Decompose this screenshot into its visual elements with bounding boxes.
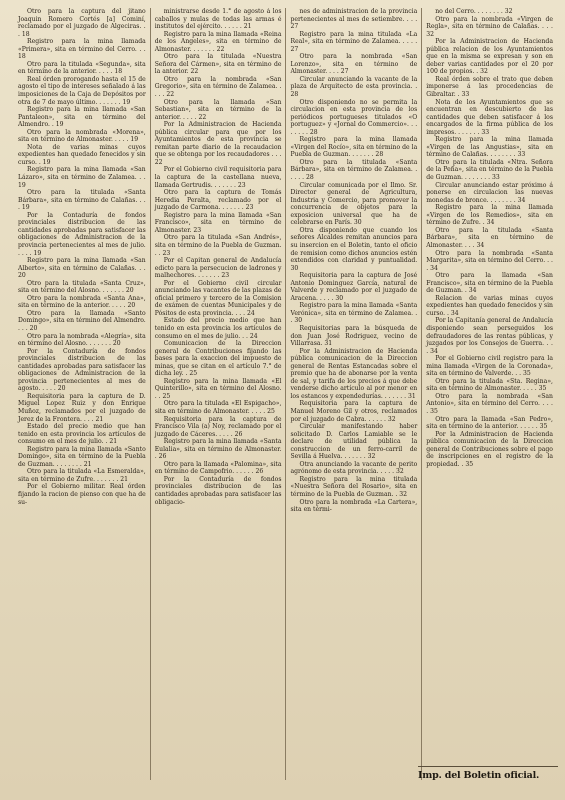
printer-imprint: Imp. del Boletin oficial.: [418, 770, 540, 781]
index-entry: Registro para la mina llamada «San Alberto», sita en término de Calañas. . . 20: [18, 257, 146, 280]
index-entry: Por la Administracion de Hacienda pública comunicacion de la Direccion general de Rentas Estancadas sobre el premio que ha de abonarse por la venta de sal, y tarifa de los precios á que debe venderse dicho artículo al por menor en los estancos y expendedurías. . . . . . . 31: [290, 347, 418, 400]
index-entry: Por el Capitan general de Andalucía edicto para la persecucion de ladrones y malhechores. . . . . . . 23: [154, 257, 282, 280]
index-entry: Otro para la nombrada «Virgen de Regla», sita en término de Calañas. . . . 32: [426, 15, 553, 38]
index-entry: no del Cerro. . . . . . . . 32: [435, 8, 513, 15]
index-entry: Requisitoria para la captura de José Antonio Dominguez García, natural de Valverde y reclamado por el juzgado de Aracena. . . . . 30: [290, 272, 418, 302]
index-entry: Requisitoria para la captura de Manuel Moreno Gil y otros, reclamados por el juzgado de Cabra. . . . . . 32: [290, 400, 418, 423]
index-entry: Por la Contaduría de fondos provinciales distribucion de las cantidades aprobadas para satisfacer las obligaciones de Administracion de la provincia pertenecientes al mes de agosto. . . . . 20: [18, 347, 146, 393]
index-entry: Registro para la mina llamada «Virgen del Rocío», sita en término de la Puebla de Guzman. . . . . . . 28: [290, 136, 418, 159]
index-entry: Nota de varias minas cuyos expedientes han quedado fenecidos y sin curso. . 19: [18, 143, 146, 166]
index-entry: Por la Administracion de Hacienda pública relacion de los Ayuntamientos que en la misma se expresan y son en deber varias cantidades por el 20 por 100 de propios. . 32: [426, 38, 553, 76]
index-entry: Circular manifestando haber solicitado D. Carlos Lamiable se le declare de utilidad pública la construccion de un ferro-carril de Sevilla á Huelva. . . . . . . 32: [290, 423, 418, 461]
index-entry: Registro para la mina llamada «Santa Verónica», sita en término de Zalamea. . . 30: [290, 302, 418, 325]
index-entry: Requisitoria para la captura de Francisco Vila (a) Noy, reclamado por el juzgado de Cáceres. . . . . 26: [154, 415, 282, 438]
index-column-1: [14, 8, 150, 780]
index-entry: Registro para la mina llamada «San Lázaro», sita en término de Zalamea. . . 19: [18, 166, 146, 189]
index-entry: Otra anunciando la vacante de perito agrónomo de esta provincia. . . . . 32: [290, 460, 418, 476]
index-entry: Por la Contaduría de fondos provinciales distribucion de las cantidades aprobadas para satisfacer las obligaciones de Administracion de la provincia pertenecientes al mes de julio. . . . . 19: [18, 211, 146, 257]
index-entry: Otro para la titulada «Segunda», sita en término de la anterior. . . . . 18: [18, 60, 146, 76]
index-entry: Nota de los Ayuntamientos que se encuentran en descubierto de las cantidades que deben satisfacer á los encargados de la firma pública de los impresos. . . . . . . 33: [426, 98, 553, 136]
index-entry: Otro para la nombrada «Alegría», sita en término del Alosno. . . . . . . 20: [18, 332, 146, 348]
index-entry: Otro para la nombrada «San Gregorio», sita en término de Zalamea. . . . . 22: [154, 75, 282, 99]
index-column-2: [150, 8, 286, 780]
index-entry: Comunicacion de la Direccion general de Contribuciones fijando las bases para la exaccion del impuesto de minas, que se citan en el artículo 7.° de dicha ley. . 25: [154, 340, 282, 378]
index-column-4: [421, 8, 557, 780]
index-entry: Registro para la mina llamada «San Francisco», sita en término de Almonaster. 23: [154, 211, 282, 234]
index-entry: Registro para la mina llamada «Santa Eulalia», sita en término de Almonaster. . 26: [154, 438, 282, 461]
index-entry: Registro para la mina titulada «Nuestra Señora del Rosario», sita en término de la Puebla de Guzman. . 32: [290, 475, 418, 498]
index-entry: Otro para la llamada «San Sebastian», sita en término de la anterior. . . . . 22: [154, 98, 282, 121]
index-entry: Circular anunciando la vacante de la plaza de Arquitecto de esta provincia. . 28: [290, 75, 418, 99]
index-entry: ministrarse desde 1.° de agosto á los caballos y mulas de todas las armas é institutos del ejército. . . . . . 21: [154, 8, 282, 31]
index-entry: Otro para la titulada «La Esmeralda», sita en término de Zufre. . . . . . . 21: [18, 468, 146, 483]
index-entry: Real órden sobre el trato que deben imponerse á las procedencias de Gibraltar. . 33: [426, 75, 553, 99]
index-entry: Por el Gobierno civil circular anunciando las vacantes de las plazas de oficial primero y tercero de la Comision de exámen de cuentas Municipales y de Pósitos de esta provincia. . . . 24: [154, 279, 282, 317]
index-entry: Estado del precio medio que han tenido en esta provincia los artículos de consumo en el mes de julio. . 21: [18, 423, 146, 446]
index-entry: Por la Administracion de Hacienda pública comunicacion de la Direccion general de Contribuciones sobre el pago de inscripciones en el registro de la propiedad. . 35: [426, 430, 553, 468]
index-entry: Por la Contaduría de fondos provinciales distribucion de las cantidades aprobadas para satisfacer las obligacio-: [154, 475, 282, 506]
index-entry: Requisitorias para la búsqueda de don Juan José Rodriguez, vecino de Villarrasa. 31: [290, 324, 418, 348]
index-entry: Otro para la titulada «San Andrés», sita en término de la Puebla de Guzman. . . 23: [154, 234, 282, 257]
index-entry: Registro para la mina llamada «Primera», sita en término del Cerro. . . 18: [18, 38, 146, 61]
index-entry: Relacion de varias minas cuyos expedientes han quedado fenecidos y sin curso. . 34: [426, 294, 553, 317]
index-entry: Otro para la nombrada «San Lorenzo», sita en término de Almonaster. . . . 27: [290, 53, 418, 76]
index-entry: Registro para la mina titulada «La Real», sita en término de Zalamea. . . . . 27: [290, 30, 418, 53]
index-entry: Registro para la mina llamada «Santo Domingo», sita en término de la Puebla de Guzman. . . . . . . . 21: [18, 445, 146, 468]
index-column-3: [285, 8, 421, 780]
index-entry: Por el Gobierno militar. Real órden fijando la racion de pienso con que ha de su-: [18, 483, 146, 506]
index-entry: Otro para la nombrada «La Cartera», sita en térmi-: [290, 498, 418, 514]
index-entry: Otro para la titulada «El Espigacho», sita en término de Almonaster. . . . . 25: [154, 400, 282, 415]
index-entry: Por el Gobierno civil requisitoria para la captura de la castellana nueva, llamada Gertrudis. . . . . . . 23: [154, 166, 282, 189]
footer-divider: [418, 766, 558, 767]
index-entry: Otro para la captura de Tomás Heredia Peralta, reclamado por el juzgado de Carmona. . . . . . . 23: [154, 189, 282, 212]
index-entry: Otro para la llamada «Palomina», sita en término de Campofrio. . . . . . 26: [154, 460, 282, 476]
index-entry: Por el Gobierno civil registro para la mina llamada «Virgen de la Coronada», sita en término de Valverde. . . 35: [426, 355, 553, 378]
index-entry: Registro para la mina llamada «El Quinterillo», sita en término del Alosno. . . 25: [154, 377, 282, 400]
index-entry: Otro para la titulada «Ntra. Señora de la Peña», sita en término de la Puebla de Guzman. . . . . . . . 33: [426, 158, 553, 182]
index-entry: Registro para la mina llamada «San Pantaleon», sita en término del Almendro. . 19: [18, 106, 146, 129]
index-entry: Por la Administracion de Hacienda pública circular para que por los Ayuntamientos de esta provincia se remitan parte diario de la recaudacion que se obtenga por los recaudadores . . . 22: [154, 121, 282, 166]
index-entry: Otro para la titulada «Santa Cruz», sita en término del Alosno. . . . . . . 20: [18, 279, 146, 295]
index-entry: Otro para la captura del jitano Joaquin Romero Cortés [a] Cominí, reclamado por el juzgado de Algeciras. . . 18: [18, 8, 146, 38]
index-entry: Otro para la titulada «Santa Bárbara», sita en término de Almonaster. . . . 34: [426, 226, 553, 249]
index-entry: Otro para la nombrada «Santa Margarita», sita en término del Cerro. . . . 34: [426, 249, 553, 272]
index-entry: Otro disponiendo no se permita la circulacion en esta provincia de los periódicos portugueses titulados «O portuguez» y «Jornal do Commercio». . . . . . . . 28: [290, 98, 418, 136]
index-entry: Otro para la titulada «Santa Bárbara», sita en término de Calañas. . . . 19: [18, 189, 146, 212]
index-entry: Registro para la mina llamada «Virgen de los Remedios», sita en término de Zufre. . 34: [426, 204, 553, 227]
index-entry: Requisitoria para la captura de D. Miguel Lopez Ruiz y don Enrique Muñoz, reclamados por el juzgado de Jerez de la Frontera. . . . 21: [18, 392, 146, 423]
index-entry: nes de administracion de la provincia pertenecientes al mes de setiembre. . . . 27: [290, 8, 418, 31]
index-entry: Otro para la titulada «Sta. Regina», sita en término de Almonaster. . . . . 35: [426, 377, 553, 393]
index-entry: Real órden prorogando hasta el 15 de agosto el tipo de intereses señalado á las imposiciones de la Caja de Depósitos por otra de 7 de mayo último. . . . . . . 19: [18, 75, 146, 106]
index-entry: Por la Capitanía general de Andalucía disponiendo sean perseguidos los defraudadores de las rentas públicas, y juzgados por los Consejos de Guerra. . . . 34: [426, 317, 553, 355]
index-entry: Otro para la llamada «Santo Domingo», sita en término del Almendro. . . . 20: [18, 309, 146, 332]
index-entry: Circular anunciando estar próximo á ponerse en circulacion las nuevas monedas de bronce. . . . . . . . 34: [426, 181, 553, 204]
index-entry: Otro para la titulada «Santa Bárbara», sita en término de Zalamea. . . . . . 28: [290, 158, 418, 182]
index-entry: Otra disponiendo que cuando los señores Alcaldes remitan anuncios para su insercion en el Boletin, tanto el oficio de remision como dichos anuncios estén extendidos con claridad y puntualidad. 30: [290, 226, 418, 272]
index-entry: Otro para la nombrada «San Antonio», sita en término del Cerro. . . . . 35: [426, 392, 553, 415]
index-entry: Circular comunicada por el Ilmo. Sr. Director general de Agricultura, Industria y Comercio, para promover la concurrencia de objetos para la exposicion universal que ha de celebrarse en París. 30: [290, 181, 418, 227]
index-entry: Registro para la mina llamada «Virgen de las Angustias», sita en término de Calañas. . . . . . . . 33: [426, 136, 553, 159]
index-entry: Otro para la llamada «San Francisco», sita en término de la Puebla de Guzman. . 34: [426, 272, 553, 295]
index-entry: Registro para la mina llamada «Reina de los Angeles», sita en término de Almonaster. . . . . . . 22: [154, 30, 282, 53]
index-entry: Otro para la nombrada «Morena», sita en término de Almonaster. . . . . 19: [18, 128, 146, 144]
index-entry: Estado del precio medio que han tenido en esta provincia los artículos de consumo en el mes de julio. . . 24: [154, 317, 282, 340]
index-entry: Otro para la nombrada «Santa Ana», sita en término de la anterior. . . . . 20: [18, 294, 146, 310]
index-entry: Otro para la llamada «San Pedro», sita en término de la anterior. . . . . . 35: [426, 415, 553, 431]
index-entry: Otro para la titulada «Nuestra Señora del Cármen», sita en término de la anterior. 22: [154, 53, 282, 76]
